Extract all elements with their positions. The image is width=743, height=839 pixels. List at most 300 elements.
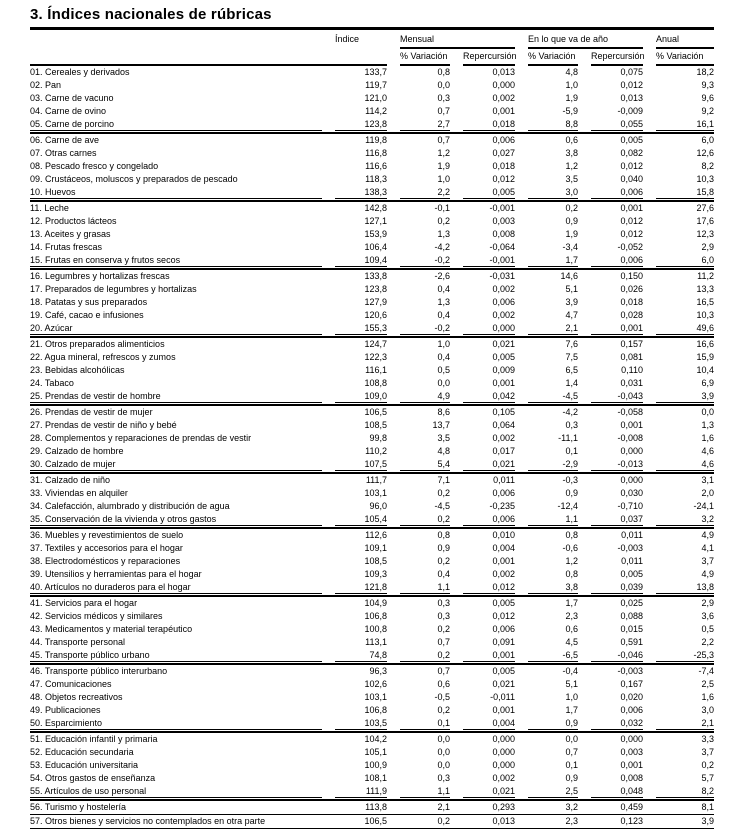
cell-mensual-repercusion: 0,000 bbox=[492, 734, 515, 744]
cell-ytd-repercusion: 0,000 bbox=[620, 446, 643, 456]
cell-mensual-variacion: 0,3 bbox=[437, 93, 450, 103]
table-row bbox=[30, 419, 714, 432]
cell-ytd-variacion: 0,9 bbox=[565, 488, 578, 498]
cell-ytd-variacion: 0,0 bbox=[565, 734, 578, 744]
cell-mensual-repercusion: 0,018 bbox=[492, 161, 515, 171]
row-label: 28. Complementos y reparaciones de prendas de vestir bbox=[30, 433, 252, 443]
row-label: 35. Conservación de la vivienda y otros gastos bbox=[30, 513, 322, 526]
cell-ytd-variacion: -3,4 bbox=[562, 242, 578, 252]
cell-mensual-variacion: 0,3 bbox=[437, 611, 450, 621]
cell-mensual-repercusion: 0,006 bbox=[463, 513, 515, 526]
cell-mensual-variacion: 0,4 bbox=[437, 569, 450, 579]
cell-ytd-repercusion: 0,006 bbox=[591, 254, 643, 267]
table-row bbox=[30, 92, 714, 105]
cell-indice: 133,8 bbox=[364, 271, 387, 281]
cell-indice: 102,6 bbox=[364, 679, 387, 689]
table-row bbox=[30, 66, 714, 79]
cell-ytd-variacion: 0,9 bbox=[528, 717, 578, 730]
cell-ytd-variacion: 0,1 bbox=[565, 760, 578, 770]
row-label: 12. Productos lácteos bbox=[30, 216, 117, 226]
cell-anual-variacion: 17,6 bbox=[696, 216, 714, 226]
cell-indice: 155,3 bbox=[335, 322, 387, 335]
row-label: 21. Otros preparados alimenticios bbox=[30, 339, 165, 349]
cell-indice: 123,8 bbox=[364, 284, 387, 294]
row-label: 10. Huevos bbox=[30, 186, 322, 199]
cell-mensual-variacion: 0,0 bbox=[437, 747, 450, 757]
cell-ytd-variacion: 1,9 bbox=[565, 93, 578, 103]
row-label: 14. Frutas frescas bbox=[30, 242, 103, 252]
cell-mensual-repercusion: 0,013 bbox=[492, 816, 515, 826]
cell-anual-variacion: 4,6 bbox=[656, 458, 714, 471]
cell-ytd-repercusion: 0,030 bbox=[620, 488, 643, 498]
cell-mensual-repercusion: -0,235 bbox=[489, 501, 515, 511]
cell-anual-variacion: -25,3 bbox=[656, 649, 714, 662]
cell-mensual-variacion: 2,2 bbox=[400, 186, 450, 199]
cell-indice: 116,8 bbox=[365, 148, 387, 158]
cell-anual-variacion: 15,8 bbox=[656, 186, 714, 199]
cell-mensual-repercusion: 0,009 bbox=[492, 365, 515, 375]
row-label: 45. Transporte público urbano bbox=[30, 649, 322, 662]
cell-mensual-variacion: 0,2 bbox=[400, 649, 450, 662]
table-body bbox=[30, 66, 714, 829]
cell-indice: 113,1 bbox=[365, 637, 387, 647]
cell-mensual-variacion: 1,1 bbox=[400, 785, 450, 798]
cell-anual-variacion: 9,2 bbox=[701, 106, 714, 116]
cell-ytd-variacion: -0,3 bbox=[562, 475, 578, 485]
cell-ytd-repercusion: -0,009 bbox=[617, 106, 643, 116]
cell-mensual-repercusion: 0,002 bbox=[492, 433, 515, 443]
cell-anual-variacion: 10,3 bbox=[696, 310, 714, 320]
row-label: 57. Otros bienes y servicios no contemplados en otra parte bbox=[30, 816, 266, 826]
cell-ytd-repercusion: 0,157 bbox=[620, 339, 643, 349]
cell-ytd-variacion: 1,9 bbox=[565, 229, 578, 239]
cell-mensual-repercusion: 0,021 bbox=[463, 458, 515, 471]
cell-indice: 118,3 bbox=[365, 174, 387, 184]
cell-mensual-repercusion: 0,002 bbox=[492, 310, 515, 320]
table-row bbox=[30, 309, 714, 322]
cell-mensual-repercusion: 0,001 bbox=[492, 106, 515, 116]
cell-ytd-variacion: 1,2 bbox=[565, 556, 578, 566]
cell-indice: 103,1 bbox=[364, 488, 387, 498]
cell-anual-variacion: 16,6 bbox=[696, 339, 714, 349]
cell-mensual-variacion: 0,8 bbox=[437, 530, 450, 540]
cell-mensual-variacion: 0,2 bbox=[437, 556, 450, 566]
cell-mensual-variacion: 0,4 bbox=[437, 352, 450, 362]
table-row bbox=[30, 474, 714, 487]
cell-ytd-variacion: 4,5 bbox=[565, 637, 578, 647]
cell-indice: 100,8 bbox=[364, 624, 387, 634]
cell-indice: 108,8 bbox=[364, 378, 387, 388]
row-label: 16. Legumbres y hortalizas frescas bbox=[30, 271, 170, 281]
cell-mensual-repercusion: 0,005 bbox=[492, 352, 515, 362]
cell-ytd-variacion: 1,7 bbox=[565, 705, 578, 715]
table-header-groups bbox=[30, 30, 714, 49]
cell-mensual-variacion: -0,2 bbox=[400, 322, 450, 335]
cell-anual-variacion: 2,0 bbox=[701, 488, 714, 498]
cell-mensual-repercusion: 0,027 bbox=[492, 148, 515, 158]
cell-mensual-repercusion: -0,001 bbox=[463, 254, 515, 267]
cell-mensual-repercusion: 0,008 bbox=[492, 229, 515, 239]
row-label: 13. Aceites y grasas bbox=[30, 229, 111, 239]
table-row bbox=[30, 215, 714, 228]
cell-mensual-repercusion: 0,000 bbox=[492, 747, 515, 757]
table-row bbox=[30, 160, 714, 173]
table-row bbox=[30, 202, 714, 215]
cell-indice: 110,2 bbox=[365, 446, 387, 456]
table-row bbox=[30, 322, 714, 335]
cell-mensual-variacion: 0,1 bbox=[400, 717, 450, 730]
table-row bbox=[30, 500, 714, 513]
cell-mensual-variacion: 4,9 bbox=[400, 390, 450, 403]
cell-indice: 121,8 bbox=[335, 581, 387, 594]
cell-ytd-variacion: 8,8 bbox=[528, 118, 578, 131]
cell-mensual-repercusion: 0,005 bbox=[492, 598, 515, 608]
table-row bbox=[30, 487, 714, 500]
cell-ytd-repercusion: 0,150 bbox=[620, 271, 643, 281]
cell-indice: 105,4 bbox=[335, 513, 387, 526]
cell-mensual-repercusion: 0,021 bbox=[492, 679, 515, 689]
cell-indice: 138,3 bbox=[335, 186, 387, 199]
page-title: 3. Índices nacionales de rúbricas bbox=[30, 6, 272, 23]
cell-indice: 104,2 bbox=[364, 734, 387, 744]
cell-ytd-variacion: -6,5 bbox=[528, 649, 578, 662]
cell-anual-variacion: 0,2 bbox=[701, 760, 714, 770]
row-label: 03. Carne de vacuno bbox=[30, 93, 114, 103]
cell-mensual-repercusion: 0,004 bbox=[463, 717, 515, 730]
subheader-ytd-variacion: % Variación bbox=[528, 49, 578, 66]
cell-mensual-repercusion: 0,000 bbox=[492, 760, 515, 770]
cell-mensual-repercusion: 0,012 bbox=[463, 581, 515, 594]
cell-indice: 106,4 bbox=[364, 242, 387, 252]
cell-anual-variacion: 3,6 bbox=[701, 611, 714, 621]
cell-ytd-repercusion: 0,001 bbox=[620, 420, 643, 430]
cell-ytd-repercusion: 0,003 bbox=[620, 747, 643, 757]
cell-indice: 109,1 bbox=[364, 543, 387, 553]
cell-indice: 127,9 bbox=[364, 297, 387, 307]
cell-ytd-repercusion: 0,028 bbox=[620, 310, 643, 320]
cell-ytd-repercusion: 0,025 bbox=[620, 598, 643, 608]
cell-anual-variacion: 18,2 bbox=[696, 67, 714, 77]
cell-anual-variacion: 3,9 bbox=[701, 816, 714, 826]
row-label: 19. Café, cacao e infusiones bbox=[30, 310, 144, 320]
cell-anual-variacion: 10,4 bbox=[696, 365, 714, 375]
cell-mensual-variacion: 4,8 bbox=[437, 446, 450, 456]
row-label: 40. Artículos no duraderos para el hogar bbox=[30, 581, 322, 594]
cell-mensual-variacion: 0,8 bbox=[437, 67, 450, 77]
row-label: 42. Servicios médicos y similares bbox=[30, 611, 163, 621]
table-row bbox=[30, 134, 714, 147]
cell-anual-variacion: 8,2 bbox=[701, 161, 714, 171]
cell-ytd-repercusion: 0,000 bbox=[620, 475, 643, 485]
cell-anual-variacion: 3,0 bbox=[701, 705, 714, 715]
cell-anual-variacion: 3,9 bbox=[656, 390, 714, 403]
cell-ytd-variacion: 3,0 bbox=[528, 186, 578, 199]
table-row bbox=[30, 801, 714, 814]
row-label: 18. Patatas y sus preparados bbox=[30, 297, 148, 307]
table-row bbox=[30, 445, 714, 458]
cell-indice: 111,7 bbox=[365, 475, 387, 485]
cell-anual-variacion: 1,6 bbox=[701, 433, 714, 443]
table-row bbox=[30, 270, 714, 283]
cell-anual-variacion: 8,1 bbox=[701, 802, 714, 812]
row-label: 36. Muebles y revestimientos de suelo bbox=[30, 530, 184, 540]
cell-anual-variacion: 12,6 bbox=[696, 148, 714, 158]
cell-mensual-variacion: 0,7 bbox=[437, 135, 450, 145]
cell-mensual-variacion: 0,0 bbox=[437, 760, 450, 770]
cell-ytd-repercusion: 0,026 bbox=[620, 284, 643, 294]
table-row bbox=[30, 390, 714, 403]
cell-anual-variacion: 2,1 bbox=[656, 717, 714, 730]
cell-mensual-variacion: 2,7 bbox=[400, 118, 450, 131]
row-label: 33. Viviendas en alquiler bbox=[30, 488, 128, 498]
cell-ytd-repercusion: 0,006 bbox=[591, 186, 643, 199]
cell-mensual-variacion: 1,0 bbox=[437, 339, 450, 349]
cell-mensual-variacion: 7,1 bbox=[437, 475, 450, 485]
column-header-mensual: Mensual bbox=[400, 34, 515, 49]
cell-ytd-repercusion: 0,032 bbox=[591, 717, 643, 730]
cell-ytd-repercusion: -0,008 bbox=[617, 433, 643, 443]
cell-mensual-variacion: -4,5 bbox=[434, 501, 450, 511]
row-label: 46. Transporte público interurbano bbox=[30, 666, 168, 676]
table-row bbox=[30, 597, 714, 610]
cell-indice: 105,1 bbox=[364, 747, 387, 757]
cell-anual-variacion: 2,9 bbox=[701, 242, 714, 252]
cell-anual-variacion: 4,1 bbox=[701, 543, 714, 553]
cell-mensual-repercusion: 0,018 bbox=[463, 118, 515, 131]
cell-indice: 116,1 bbox=[365, 365, 387, 375]
cell-mensual-variacion: 5,4 bbox=[400, 458, 450, 471]
cell-indice: 119,8 bbox=[365, 135, 387, 145]
cell-ytd-variacion: -4,5 bbox=[528, 390, 578, 403]
table-row bbox=[30, 79, 714, 92]
row-label: 44. Transporte personal bbox=[30, 637, 126, 647]
table-row bbox=[30, 513, 714, 526]
cell-ytd-variacion: 2,3 bbox=[565, 816, 578, 826]
row-label: 09. Crustáceos, moluscos y preparados de pescado bbox=[30, 174, 238, 184]
cell-mensual-variacion: 8,6 bbox=[437, 407, 450, 417]
cell-ytd-variacion: 1,1 bbox=[528, 513, 578, 526]
cell-mensual-repercusion: 0,003 bbox=[492, 216, 515, 226]
table-row bbox=[30, 785, 714, 798]
row-label: 26. Prendas de vestir de mujer bbox=[30, 407, 153, 417]
table-row bbox=[30, 555, 714, 568]
cell-mensual-variacion: 0,3 bbox=[437, 598, 450, 608]
cell-indice: 74,8 bbox=[335, 649, 387, 662]
table-row bbox=[30, 186, 714, 199]
cell-mensual-variacion: -0,2 bbox=[400, 254, 450, 267]
cell-ytd-repercusion: 0,012 bbox=[620, 80, 643, 90]
cell-ytd-repercusion: 0,591 bbox=[620, 637, 643, 647]
cell-anual-variacion: 1,3 bbox=[701, 420, 714, 430]
cell-anual-variacion: 15,9 bbox=[696, 352, 714, 362]
row-label: 31. Calzado de niño bbox=[30, 475, 111, 485]
cell-ytd-variacion: 0,7 bbox=[565, 747, 578, 757]
cell-mensual-variacion: 1,9 bbox=[437, 161, 450, 171]
table-row bbox=[30, 665, 714, 678]
cell-anual-variacion: 1,6 bbox=[701, 692, 714, 702]
cell-indice: 116,6 bbox=[365, 161, 387, 171]
cell-indice: 119,7 bbox=[365, 80, 387, 90]
cell-indice: 106,5 bbox=[364, 407, 387, 417]
cell-mensual-repercusion: 0,021 bbox=[492, 339, 515, 349]
cell-ytd-variacion: 1,7 bbox=[528, 254, 578, 267]
cell-ytd-variacion: 0,6 bbox=[565, 135, 578, 145]
cell-mensual-variacion: 0,2 bbox=[400, 513, 450, 526]
cell-ytd-repercusion: 0,020 bbox=[620, 692, 643, 702]
table-row bbox=[30, 173, 714, 186]
row-label: 01. Cereales y derivados bbox=[30, 67, 130, 77]
cell-ytd-variacion: 0,2 bbox=[565, 203, 578, 213]
cell-indice: 108,5 bbox=[364, 420, 387, 430]
cell-ytd-variacion: 3,2 bbox=[565, 802, 578, 812]
table-row bbox=[30, 542, 714, 555]
cell-mensual-variacion: 1,3 bbox=[437, 297, 450, 307]
cell-ytd-variacion: 5,1 bbox=[565, 679, 578, 689]
subheader-ytd-repercusion: Repercursión bbox=[591, 49, 643, 66]
cell-anual-variacion: -7,4 bbox=[698, 666, 714, 676]
cell-mensual-repercusion: -0,064 bbox=[489, 242, 515, 252]
cell-mensual-repercusion: -0,001 bbox=[489, 203, 515, 213]
cell-mensual-variacion: 0,2 bbox=[437, 488, 450, 498]
cell-indice: 107,5 bbox=[335, 458, 387, 471]
row-label: 25. Prendas de vestir de hombre bbox=[30, 390, 322, 403]
row-label: 30. Calzado de mujer bbox=[30, 458, 322, 471]
cell-mensual-variacion: 1,2 bbox=[437, 148, 450, 158]
table-row bbox=[30, 296, 714, 309]
table-row bbox=[30, 364, 714, 377]
cell-mensual-repercusion: 0,021 bbox=[463, 785, 515, 798]
row-label: 15. Frutas en conserva y frutos secos bbox=[30, 254, 322, 267]
cell-mensual-repercusion: 0,006 bbox=[492, 135, 515, 145]
cell-ytd-repercusion: 0,011 bbox=[621, 556, 643, 566]
cell-mensual-repercusion: 0,005 bbox=[463, 186, 515, 199]
table-row bbox=[30, 377, 714, 390]
cell-ytd-repercusion: 0,031 bbox=[620, 378, 643, 388]
cell-anual-variacion: 27,6 bbox=[696, 203, 714, 213]
cell-ytd-repercusion: 0,081 bbox=[620, 352, 643, 362]
cell-anual-variacion: 16,1 bbox=[656, 118, 714, 131]
cell-anual-variacion: 8,2 bbox=[656, 785, 714, 798]
cell-indice: 123,8 bbox=[335, 118, 387, 131]
cell-mensual-repercusion: 0,012 bbox=[492, 174, 515, 184]
cell-anual-variacion: 12,3 bbox=[696, 229, 714, 239]
cell-ytd-repercusion: -0,003 bbox=[617, 666, 643, 676]
cell-indice: 124,7 bbox=[364, 339, 387, 349]
cell-mensual-variacion: 0,4 bbox=[437, 284, 450, 294]
row-label: 22. Agua mineral, refrescos y zumos bbox=[30, 352, 176, 362]
row-label: 11. Leche bbox=[30, 203, 69, 213]
cell-indice: 121,0 bbox=[364, 93, 387, 103]
cell-mensual-repercusion: 0,002 bbox=[492, 569, 515, 579]
cell-ytd-repercusion: 0,039 bbox=[591, 581, 643, 594]
row-label: 24. Tabaco bbox=[30, 378, 74, 388]
cell-indice: 122,3 bbox=[364, 352, 387, 362]
cell-indice: 142,8 bbox=[364, 203, 387, 213]
cell-mensual-repercusion: 0,001 bbox=[492, 378, 515, 388]
cell-indice: 103,1 bbox=[364, 692, 387, 702]
cell-mensual-variacion: 1,0 bbox=[437, 174, 450, 184]
cell-ytd-variacion: 5,1 bbox=[565, 284, 578, 294]
cell-ytd-repercusion: 0,011 bbox=[621, 530, 643, 540]
cell-anual-variacion: 3,3 bbox=[701, 734, 714, 744]
cell-ytd-repercusion: 0,012 bbox=[620, 229, 643, 239]
header-spacer bbox=[30, 34, 322, 49]
cell-ytd-repercusion: 0,048 bbox=[591, 785, 643, 798]
cell-indice: 153,9 bbox=[364, 229, 387, 239]
row-label: 55. Artículos de uso personal bbox=[30, 785, 322, 798]
cell-mensual-variacion: 0,2 bbox=[437, 216, 450, 226]
table-row bbox=[30, 432, 714, 445]
cell-anual-variacion: -24,1 bbox=[693, 501, 714, 511]
cell-anual-variacion: 13,8 bbox=[656, 581, 714, 594]
cell-indice: 106,8 bbox=[364, 705, 387, 715]
cell-mensual-repercusion: 0,006 bbox=[492, 624, 515, 634]
cell-ytd-repercusion: 0,015 bbox=[620, 624, 643, 634]
table-row bbox=[30, 717, 714, 730]
cell-indice: 133,7 bbox=[364, 67, 387, 77]
cell-mensual-variacion: 0,6 bbox=[437, 679, 450, 689]
cell-ytd-variacion: 1,0 bbox=[565, 692, 578, 702]
table-row bbox=[30, 815, 714, 828]
cell-ytd-variacion: 1,4 bbox=[565, 378, 578, 388]
row-label: 49. Publicaciones bbox=[30, 705, 101, 715]
subheader-anual-variacion: % Variación bbox=[656, 49, 714, 66]
cell-anual-variacion: 11,2 bbox=[697, 271, 714, 281]
table-row bbox=[30, 568, 714, 581]
cell-ytd-variacion: 6,5 bbox=[565, 365, 578, 375]
cell-mensual-variacion: 0,4 bbox=[437, 310, 450, 320]
cell-mensual-repercusion: 0,006 bbox=[492, 488, 515, 498]
cell-mensual-variacion: 0,2 bbox=[437, 624, 450, 634]
cell-anual-variacion: 16,5 bbox=[696, 297, 714, 307]
cell-ytd-repercusion: 0,013 bbox=[620, 93, 643, 103]
cell-ytd-repercusion: 0,000 bbox=[620, 734, 643, 744]
cell-mensual-repercusion: -0,011 bbox=[490, 692, 515, 702]
cell-mensual-variacion: -0,5 bbox=[434, 692, 450, 702]
cell-mensual-repercusion: -0,031 bbox=[489, 271, 515, 281]
cell-ytd-variacion: 0,1 bbox=[565, 446, 578, 456]
cell-ytd-variacion: -0,4 bbox=[562, 666, 578, 676]
row-label: 02. Pan bbox=[30, 80, 62, 90]
cell-ytd-repercusion: 0,008 bbox=[620, 773, 643, 783]
cell-indice: 106,5 bbox=[364, 816, 387, 826]
cell-ytd-variacion: 3,8 bbox=[565, 148, 578, 158]
column-header-indice: Índice bbox=[335, 34, 360, 44]
table-row bbox=[30, 772, 714, 785]
table-row bbox=[30, 228, 714, 241]
cell-ytd-repercusion: -0,013 bbox=[591, 458, 643, 471]
row-label: 43. Medicamentos y material terapéutico bbox=[30, 624, 193, 634]
row-label: 07. Otras carnes bbox=[30, 148, 97, 158]
cell-ytd-variacion: -4,2 bbox=[562, 407, 578, 417]
cell-ytd-variacion: 7,6 bbox=[565, 339, 578, 349]
cell-ytd-repercusion: 0,005 bbox=[620, 135, 643, 145]
table-row bbox=[30, 759, 714, 772]
cell-ytd-variacion: 0,8 bbox=[565, 530, 578, 540]
row-label: 56. Turismo y hostelería bbox=[30, 802, 127, 812]
cell-ytd-variacion: -2,9 bbox=[528, 458, 578, 471]
cell-ytd-repercusion: -0,058 bbox=[617, 407, 643, 417]
row-label: 08. Pescado fresco y congelado bbox=[30, 161, 159, 171]
cell-ytd-repercusion: -0,710 bbox=[617, 501, 643, 511]
cell-mensual-repercusion: 0,293 bbox=[492, 802, 515, 812]
cell-mensual-variacion: 0,0 bbox=[437, 80, 450, 90]
table-row bbox=[30, 147, 714, 160]
cell-ytd-variacion: 1,7 bbox=[565, 598, 578, 608]
cell-anual-variacion: 2,5 bbox=[701, 679, 714, 689]
cell-mensual-repercusion: 0,013 bbox=[492, 67, 515, 77]
cell-indice: 96,0 bbox=[369, 501, 387, 511]
